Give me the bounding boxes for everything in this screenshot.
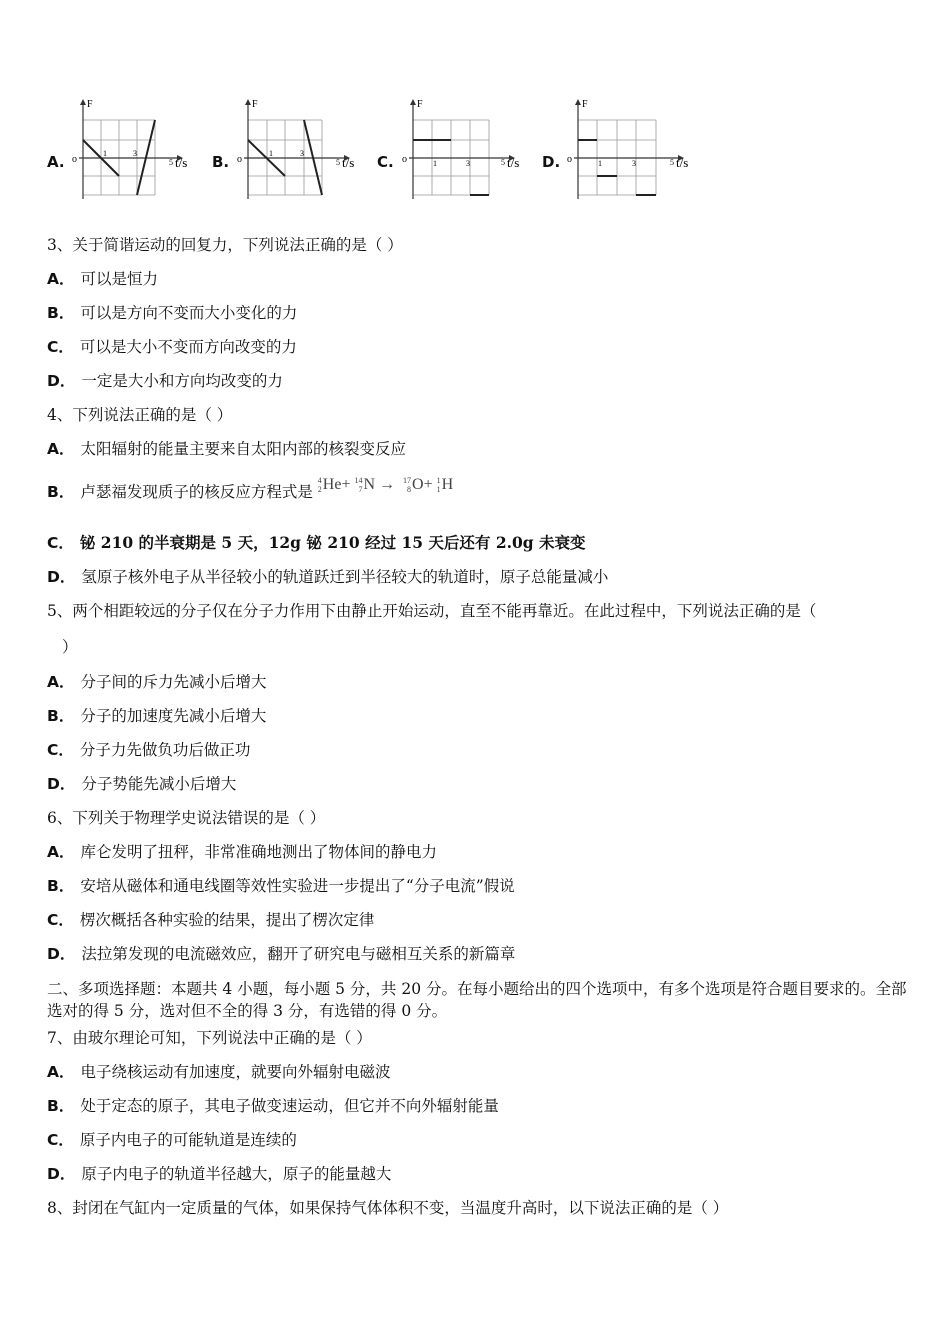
q6-option-c-key: C． [47,911,74,929]
q7-option-d-key: D． [47,1165,76,1183]
q7-option-a-text: 电子绕核运动有加速度，就要向外辐射电磁波 [80,1063,391,1081]
graph-option-a-label: A. [47,153,65,171]
q7-option-b [47,1096,910,1116]
q3-option-a-key: A． [47,270,75,288]
q4-option-a-key: A． [47,440,75,458]
q6-stem: 6、下列关于物理学史说法错误的是（ ） [47,809,326,827]
q6-option-b [47,876,910,896]
nuclear-equation [318,476,453,493]
graph-b-t-label: t/s [342,155,355,170]
graph-a-origin: o [72,154,77,165]
q4-option-b-key: B． [47,483,75,501]
q3-option-c-text: 可以是大小不变而方向改变的力 [79,338,297,356]
q4-option-c-key: C． [47,534,74,552]
graph-option-d-label: D. [542,153,561,171]
graph-d-tick-5: 5 [670,158,674,167]
q5-option-a-text: 分子间的斥力先减小后增大 [80,673,267,691]
q3-option-b-key: B． [47,304,75,322]
q5-option-c-text: 分子力先做负功后做正功 [79,741,251,759]
graph-a-tick-1: 1 [103,149,107,158]
q4-stem: 4、下列说法正确的是（ ） [47,406,233,424]
section-2-instructions: 二、多项选择题：本题共 4 小题，每小题 5 分，共 20 分。在每小题给出的四个选项中，有多个选项是符合题目要求的。全部选对的得 5 分，选对但不全的得 3 分，有选错的得 0 分。 [47,980,907,1020]
n-symbol: N → [363,476,396,493]
q3-option-d-text: 一定是大小和方向均改变的力 [81,372,283,390]
q5-option-c-key: C． [47,741,74,759]
q3-option-c [47,337,910,357]
q6-option-b-key: B． [47,877,75,895]
q3-option-b-text: 可以是方向不变而大小变化的力 [80,304,298,322]
q4-option-a-text: 太阳辐射的能量主要来自太阳内部的核裂变反应 [80,440,407,458]
q4-option-d [47,567,910,587]
q5-option-a-key: A． [47,673,75,691]
graph-c-tick-3: 3 [466,159,470,168]
q3-option-a-text: 可以是恒力 [80,270,159,288]
q5-stem: 5、两个相距较远的分子仅在分子力作用下由静止开始运动，直至不能再靠近。在此过程中，下列说法正确的是（ [47,602,817,620]
q5-option-b [47,706,910,726]
q5-stem-end: ） [62,638,78,656]
q3-option-c-key: C． [47,338,74,356]
graph-b-tick-3: 3 [300,149,304,158]
h-symbol: H [441,476,454,493]
q7-option-c [47,1130,910,1150]
h-mass: 1 [436,476,441,486]
q3-option-b [47,303,910,323]
graph-b [234,95,369,205]
q7-stem: 7、由玻尔理论可知，下列说法中正确的是（ ） [47,1029,372,1047]
n-z: 7 [358,485,363,495]
q6-option-a-key: A． [47,843,75,861]
q6-option-c-text: 楞次概括各种实验的结果，提出了楞次定律 [79,911,375,929]
graph-d [564,95,704,205]
graph-b-tick-1: 1 [269,149,273,158]
n-mass: 14 [354,476,363,486]
h-z: 1 [436,485,441,495]
graph-c-origin: o [402,154,407,165]
q4-option-c-text: 铋 210 的半衰期是 5 天，12g 铋 210 经过 15 天后还有 2.0g 未衰变 [79,533,586,552]
q3-option-d [47,371,910,391]
graph-a-f-label: F [87,99,93,110]
o-symbol: O+ [412,476,433,493]
q7-option-b-key: B． [47,1097,75,1115]
q6-option-c [47,910,910,930]
he-z: 2 [317,485,322,495]
q5-option-d-text: 分子势能先减小后增大 [81,775,237,793]
q5-option-b-text: 分子的加速度先减小后增大 [80,707,267,725]
graph-d-tick-1: 1 [598,159,602,168]
graph-a-tick-5: 5 [169,158,173,167]
q3-stem: 3、关于简谐运动的回复力，下列说法正确的是（ ） [47,236,403,254]
q4-option-d-text: 氢原子核外电子从半径较小的轨道跃迁到半径较大的轨道时，原子总能量减小 [81,568,609,586]
q6-option-a [47,842,910,862]
q3-option-a [47,269,910,289]
graph-option-c-label: C. [377,153,394,171]
q4-option-b [47,476,910,503]
q7-option-d [47,1164,910,1184]
graph-b-f-label: F [252,99,258,110]
q5-option-d [47,774,910,794]
q4-option-c [47,533,910,553]
o-mass: 17 [403,476,412,486]
q6-option-a-text: 库仑发明了扭秤，非常准确地测出了物体间的静电力 [80,843,438,861]
q7-option-b-text: 处于定态的原子，其电子做变速运动，但它并不向外辐射能量 [80,1097,499,1115]
q5-option-b-key: B． [47,707,75,725]
graph-c-f-label: F [417,99,423,110]
graph-b-origin: o [237,154,242,165]
graph-c-tick-5: 5 [501,158,505,167]
graph-c-tick-1: 1 [433,159,437,168]
q6-option-d-text: 法拉第发现的电流磁效应，翻开了研究电与磁相互关系的新篇章 [81,945,516,963]
q4-option-d-key: D． [47,568,76,586]
q5-option-a [47,672,910,692]
q8-stem: 8、封闭在气缸内一定质量的气体，如果保持气体体积不变，当温度升高时，以下说法正确的是（ ） [47,1199,729,1217]
q7-option-a [47,1062,910,1082]
graph-c-t-label: t/s [507,155,520,170]
q4-option-a [47,439,910,459]
he-mass: 4 [317,476,322,486]
q6-option-d-key: D． [47,945,76,963]
graph-d-f-label: F [582,99,588,110]
q7-option-c-key: C． [47,1131,74,1149]
graph-d-tick-3: 3 [632,159,636,168]
q5-option-d-key: D． [47,775,76,793]
graph-option-b-label: B. [212,153,230,171]
graph-d-origin: o [567,154,572,165]
q4-option-b-text: 卢瑟福发现质子的核反应方程式是 [80,483,313,501]
q7-option-d-text: 原子内电子的轨道半径越大，原子的能量越大 [81,1165,392,1183]
graph-d-t-label: t/s [676,155,689,170]
q3-option-d-key: D． [47,372,76,390]
q6-option-b-text: 安培从磁体和通电线圈等效性实验进一步提出了“分子电流”假说 [80,877,515,895]
graph-a-t-label: t/s [175,155,188,170]
q6-option-d [47,944,910,964]
graph-a [69,95,199,205]
graph-a-tick-3: 3 [133,149,137,158]
q7-option-c-text: 原子内电子的可能轨道是连续的 [79,1131,297,1149]
graph-b-tick-5: 5 [336,158,340,167]
q7-option-a-key: A． [47,1063,75,1081]
he-symbol: He+ [322,476,351,493]
graph-c [399,95,534,205]
q5-option-c [47,740,910,760]
o-z: 8 [407,485,412,495]
answer-graphs-row [47,95,727,205]
